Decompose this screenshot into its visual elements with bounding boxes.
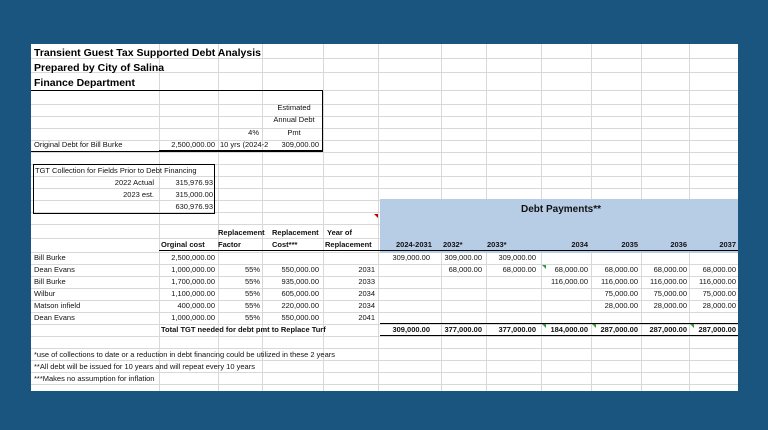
cell-marker [542,265,546,269]
project-name: Dean Evans [34,313,75,322]
payment-cell[interactable]: 68,000.00 [502,265,536,274]
interest-rate[interactable]: 4% [248,128,259,137]
project-name: Bill Burke [34,253,66,262]
header-year: 2037 [719,240,736,249]
cell-marker [592,324,596,328]
replacement-cost[interactable]: 935,000.00 [281,277,319,286]
header-factor-1: Replacement [218,228,265,237]
replacement-cost[interactable]: 550,000.00 [281,313,319,322]
payment-cell[interactable]: 116,000.00 [699,277,736,286]
payment-cell[interactable]: 28,000.00 [702,301,736,310]
report-department: Finance Department [34,77,135,89]
replacement-year[interactable]: 2033 [358,277,375,286]
annual-payment[interactable]: 309,000.00 [281,140,319,149]
report-title: Transient Guest Tax Supported Debt Analysis [34,47,261,59]
payment-cell[interactable]: 68,000.00 [653,265,687,274]
payment-cell[interactable]: 28,000.00 [653,301,687,310]
pmt-header: Pmt [287,128,301,137]
payment-cell[interactable]: 309,000.00 [498,253,536,262]
project-name: Wilbur [34,289,56,298]
replacement-factor[interactable]: 55% [244,313,260,322]
replacement-cost[interactable]: 220,000.00 [281,301,319,310]
payment-cell[interactable]: 68,000.00 [448,265,482,274]
replacement-factor[interactable]: 55% [244,277,260,286]
total-cell[interactable]: 287,000.00 [600,325,638,334]
header-year-2: Replacement [325,240,372,249]
report-subtitle: Prepared by City of Salina [34,62,165,74]
original-cost[interactable]: 1,100,000.00 [171,289,215,298]
total-label: Total TGT needed for debt pmt to Replace Turf [161,325,326,334]
cell-marker [690,324,694,328]
header-underline [159,250,738,251]
replacement-cost[interactable]: 550,000.00 [281,265,319,274]
tgt-row-label: 2023 est. [123,190,154,199]
payment-cell[interactable]: 116,000.00 [551,277,588,286]
replacement-factor[interactable]: 55% [244,289,260,298]
payment-cell[interactable]: 75,000.00 [702,289,736,298]
original-cost[interactable]: 1,000,000.00 [171,265,215,274]
header-year: 2035 [621,240,638,249]
payment-cell[interactable]: 75,000.00 [653,289,687,298]
project-name: Matson infield [34,301,81,310]
original-cost[interactable]: 400,000.00 [177,301,215,310]
tgt-total[interactable]: 630,976.93 [175,202,213,211]
debt-term[interactable]: 10 yrs (2024-2 [220,140,269,149]
header-year: 2036 [670,240,687,249]
payment-cell[interactable]: 68,000.00 [702,265,736,274]
total-cell[interactable]: 377,000.00 [498,325,536,334]
original-debt-label: Original Debt for Bill Burke [34,140,123,149]
totals-bottom-border [380,335,738,336]
header-rcost-1: Replacement [272,228,319,237]
tgt-collection-label: TGT Collection for Fields Prior to Debt Financing [35,166,197,175]
project-name: Dean Evans [34,265,75,274]
payment-cell[interactable]: 116,000.00 [601,277,638,286]
total-cell[interactable]: 377,000.00 [444,325,482,334]
header-year: 2024-2031 [396,240,432,249]
replacement-cost[interactable]: 605,000.00 [281,289,319,298]
payment-cell[interactable]: 68,000.00 [554,265,588,274]
tgt-row-label: 2022 Actual [114,178,154,187]
footnote: ***Makes no assumption for inflation [34,374,155,383]
total-cell[interactable]: 309,000.00 [392,325,430,334]
payment-cell[interactable]: 309,000.00 [444,253,482,262]
header-rcost-2: Cost*** [272,240,298,249]
tgt-row-value[interactable]: 315,976.93 [175,178,213,187]
comment-marker [374,214,378,218]
replacement-year[interactable]: 2031 [358,265,375,274]
tgt-row-value[interactable]: 315,000.00 [175,190,213,199]
original-cost[interactable]: 1,000,000.00 [171,313,215,322]
payment-cell[interactable]: 68,000.00 [604,265,638,274]
replacement-year[interactable]: 2034 [358,289,375,298]
debt-payments-title: Debt Payments** [520,204,602,215]
original-debt-amount[interactable]: 2,500,000.00 [171,140,215,149]
spreadsheet[interactable] [31,44,738,391]
annual-debt-header: Annual Debt [273,115,315,124]
header-year: 2032* [443,240,463,249]
replacement-factor[interactable]: 55% [244,265,260,274]
original-cost[interactable]: 2,500,000.00 [171,253,215,262]
header-year: 2033* [487,240,507,249]
header-factor-2: Factor [218,240,241,249]
total-cell[interactable]: 184,000.00 [550,325,588,334]
replacement-year[interactable]: 2034 [358,301,375,310]
footnote: **All debt will be issued for 10 years and will repeat every 10 years [34,362,255,371]
replacement-factor[interactable]: 55% [244,301,260,310]
payment-cell[interactable]: 28,000.00 [604,301,638,310]
payment-cell[interactable]: 309,000.00 [392,253,430,262]
payment-cell[interactable]: 116,000.00 [650,277,687,286]
totals-top-border [380,323,738,324]
header-year: 2034 [571,240,588,249]
total-cell[interactable]: 287,000.00 [698,325,736,334]
replacement-year[interactable]: 2041 [358,313,375,322]
footnote: *use of collections to date or a reduction in debt financing could be utilized in these 2 years [34,350,336,359]
payment-cell[interactable]: 75,000.00 [604,289,638,298]
header-year-1: Year of [327,228,353,237]
cell-marker [542,324,546,328]
original-cost[interactable]: 1,700,000.00 [171,277,215,286]
estimated-header: Estimated [277,103,311,112]
header-cost: Orginal cost [161,240,205,249]
project-name: Bill Burke [34,277,66,286]
total-cell[interactable]: 287,000.00 [649,325,687,334]
